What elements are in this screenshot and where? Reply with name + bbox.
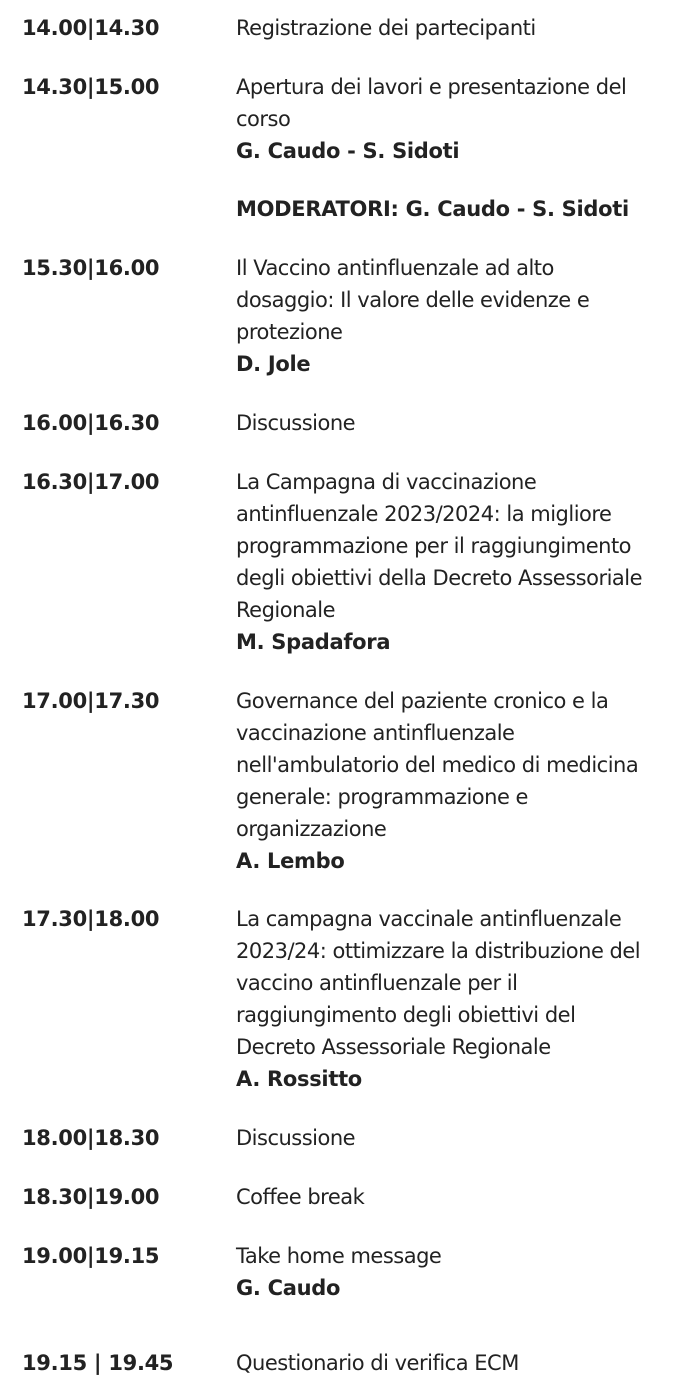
speaker-name: A. Lembo — [236, 849, 345, 873]
time-slot: 16.30|17.00 — [22, 470, 160, 494]
session-title-line: Decreto Assessoriale Regionale — [236, 1035, 551, 1059]
time-slot: 18.30|19.00 — [22, 1185, 160, 1209]
session-title-line: vaccino antinfluenzale per il — [236, 971, 518, 995]
time-slot: 14.00|14.30 — [22, 16, 160, 40]
session-title-line: La Campagna di vaccinazione — [236, 470, 537, 494]
moderators-content — [236, 193, 692, 225]
speaker-name: A. Rossitto — [236, 1067, 362, 1091]
session-title-line: degli obiettivi della Decreto Assessoriale — [236, 566, 643, 590]
session-title-line: La campagna vaccinale antinfluenzale — [236, 907, 622, 931]
session-title-line: Il Vaccino antinfluenzale ad alto — [236, 256, 554, 280]
time-slot: 15.30|16.00 — [22, 256, 160, 280]
time-slot: 14.30|15.00 — [22, 75, 160, 99]
moderators-heading: MODERATORI: G. Caudo - S. Sidoti — [236, 197, 629, 221]
session-title-line: programmazione per il raggiungimento — [236, 534, 632, 558]
session-title-line: Regionale — [236, 598, 336, 622]
session-title-line: Registrazione dei partecipanti — [236, 16, 536, 40]
session-content — [236, 903, 692, 1095]
session-title-line: Governance del paziente cronico e la — [236, 689, 609, 713]
session-content — [236, 1181, 692, 1213]
session-content — [236, 1347, 692, 1379]
session-title-line: dosaggio: Il valore delle evidenze e — [236, 288, 590, 312]
session-title-line: 2023/24: ottimizzare la distribuzione del — [236, 939, 641, 963]
time-slot: 19.15 | 19.45 — [22, 1351, 174, 1375]
session-title-line: nell'ambulatorio del medico di medicina — [236, 753, 639, 777]
time-slot: 17.30|18.00 — [22, 907, 160, 931]
session-title-line: generale: programmazione e — [236, 785, 528, 809]
session-title-line: raggiungimento degli obiettivi del — [236, 1003, 576, 1027]
session-content — [236, 1122, 692, 1154]
session-content — [236, 252, 692, 380]
session-title-line: protezione — [236, 320, 343, 344]
session-title-line: Discussione — [236, 411, 356, 435]
session-title-line: corso — [236, 107, 291, 131]
speaker-name: M. Spadafora — [236, 630, 391, 654]
session-title-line: Apertura dei lavori e presentazione del — [236, 75, 627, 99]
session-content — [236, 685, 692, 877]
session-title-line: antinfluenzale 2023/2024: la migliore — [236, 502, 612, 526]
session-title-line: Coffee break — [236, 1185, 365, 1209]
session-content — [236, 12, 692, 44]
speaker-name: G. Caudo — [236, 1276, 341, 1300]
time-slot: 17.00|17.30 — [22, 689, 160, 713]
speaker-name: D. Jole — [236, 352, 311, 376]
session-title-line: organizzazione — [236, 817, 387, 841]
session-title-line: Take home message — [236, 1244, 442, 1268]
time-slot: 16.00|16.30 — [22, 411, 160, 435]
session-title-line: Discussione — [236, 1126, 356, 1150]
session-content — [236, 71, 692, 167]
session-content — [236, 1240, 692, 1304]
time-slot: 19.00|19.15 — [22, 1244, 160, 1268]
session-content — [236, 466, 692, 658]
session-title-line: vaccinazione antinfluenzale — [236, 721, 515, 745]
session-title-line: Questionario di verifica ECM — [236, 1351, 519, 1375]
session-content — [236, 407, 692, 439]
time-slot: 18.00|18.30 — [22, 1126, 160, 1150]
speaker-name: G. Caudo - S. Sidoti — [236, 139, 460, 163]
